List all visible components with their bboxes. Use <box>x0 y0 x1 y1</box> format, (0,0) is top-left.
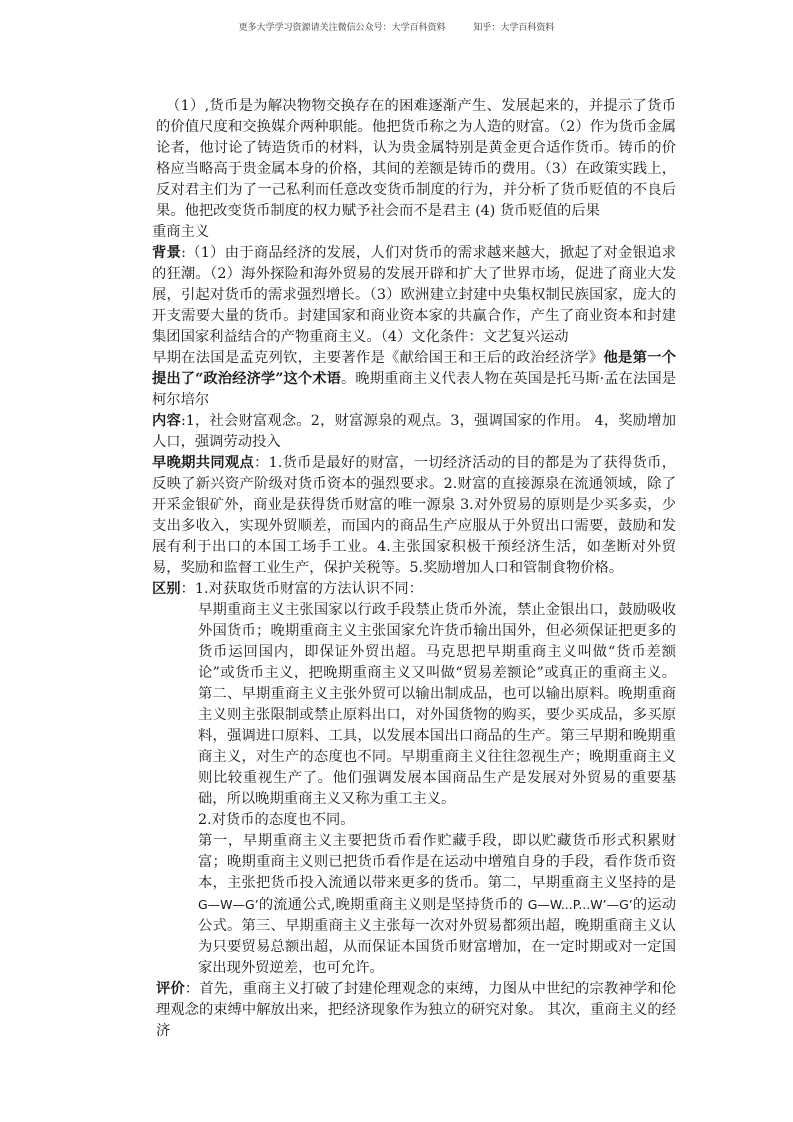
paragraph-background <box>152 243 676 348</box>
paragraph-differences-2: 2.对货币的态度也不同。 <box>198 812 355 828</box>
evaluation-heading: 评价 <box>156 981 185 997</box>
differences-3-text-c: 的运动公式。第三、早期重商主义主张每一次对外贸易都须出超，晚期重商主义认为只要贸易总额出超，从而保证本国货币财富增加，在一定时期或对一定国家出现外贸逆差，也可允许。 <box>198 897 677 976</box>
formula-circulation: G—W—G’ <box>198 897 259 912</box>
page-header <box>0 20 793 33</box>
section-title-mercantilism: 重商主义 <box>152 224 210 240</box>
content-text: :1，社会财富观念。2，财富源泉的观点。3，强调国家的作用。 4，奖励增加人口，强调劳动投入 <box>152 413 677 450</box>
differences-heading: 区别 <box>152 581 181 597</box>
paragraph-money-theory: （1）,货币是为解决物物交换存在的困难逐渐产生、发展起来的，并提示了货币的价值尺度和交换媒介两种职能。他把货币称之为人造的财富。（2）作为货币金属论者，他讨论了铸造货币的材料，认为贵金属特别是黄金更合适作货币。铸币的价格应当略高于贵金属本身的价格，其间的差额是铸币的费用。（3）在政策实践上，反对君主们为了一己私利而任意改变货币制度的行为，并分析了货币贬值的不良后果。他把改变货币制度的权力赋予社会而不是君主 (4) 货币贬值的后果 <box>156 98 676 219</box>
content-heading: 内容 <box>152 413 181 429</box>
paragraph-evaluation <box>156 979 676 1042</box>
differences-3-text-a: 第一，早期重商主义主要把货币看作贮藏手段，即以贮藏货币形式积累财富；晚期重商主义则已把货币看作是在运动中增殖自身的手段，看作货币资本，主张把货币投入流通以带来更多的货币。第二，早期重商主义坚持的是 <box>198 833 676 891</box>
paragraph-differences <box>152 579 676 600</box>
early-text-c: 。晚期重商主义代表人物在英国是托马斯·孟在法国是柯尔培尔 <box>152 371 676 408</box>
paragraph-content <box>152 411 676 453</box>
differences-3-text-b: 的流通公式,晚期重商主义则是坚持货币的 <box>258 897 528 913</box>
header-left-text: 更多大学学习资源请关注微信公众号：大学百科资料 <box>238 23 446 33</box>
background-text: :（1）由于商品经济的发展，人们对货币的需求越来越大，掀起了对金银追求的狂潮。（2）海外探险和海外贸易的发展开辟和扩大了世界市场，促进了商业大发展，引起对货币的需求强烈增长。（3）欧洲建立封建中央集权制民族国家，庞大的开支需要大量的货币。封建国家和商业资本家的共赢合作，产生了商业资本和封建集团国家利益结合的产物重商主义。（4）文化条件：文艺复兴运动 <box>152 245 676 345</box>
paragraph-differences-1: 早期重商主义主张国家以行政手段禁止货币外流，禁止金银出口，鼓励吸收外国货币；晚期重商主义主张国家允许货币输出国外，但必须保证把更多的货币运回国内，即保证外贸出超。马克思把早期重商主义叫做“货币差额论”或货币主义，把晚期重商主义又叫做“贸易差额论”或真正的重商主义。 第二、早期重商主义主张外贸可以输出制成品，也可以输出原料。晚期重商主义则主张限制或禁止原料出口，对外国货物的购买，要少买成品，多买原料，强调进口原料、工具，以发展本国出口商品的生产。第三早期和晚期重商主义，对生产的态度也不同。早期重商主义往往忽视生产；晚期重商主义则比较重视生产了。他们强调发展本国商品生产是发展对外贸易的重要基础，所以晚期重商主义又称为重工主义。 <box>198 602 676 807</box>
paragraph-common-views <box>152 453 676 579</box>
document-body <box>152 96 677 1042</box>
paragraph-differences-3 <box>198 831 676 979</box>
early-text-a: 早期在法国是孟克列钦，主要著作是《献给国王和王后的政治经济学》 <box>152 350 604 366</box>
header-right-text: 知乎：大学百科资料 <box>473 23 555 33</box>
common-views-heading: 早晚期共同观点 <box>152 455 255 471</box>
differences-text: ：1.对获取货币财富的方法认识不同： <box>180 581 423 597</box>
background-heading: 背景 <box>152 245 182 261</box>
paragraph-early-period <box>152 348 676 411</box>
early-text-bold: 他是第一个提出了“政治经济学”这个术语 <box>152 350 677 387</box>
evaluation-text: ：首先，重商主义打破了封建伦理观念的束缚，力图从中世纪的宗教神学和伦理观念的束缚中解放出来，把经济现象作为独立的研究对象。 其次，重商主义的经济 <box>156 981 677 1039</box>
formula-movement: G—W...P...W’—G’ <box>527 897 633 912</box>
common-views-text: ：1.货币是最好的财富，一切经济活动的目的都是为了获得货币，反映了新兴资产阶级对货币资本的强烈要求。2.财富的直接源泉在流通领域，除了开采金银矿外，商业是获得货币财富的唯一源泉 3.对外贸易的原则是少买多卖，少支出多收入，实现外贸顺差，而国内的商品生产应服从于外贸出口需要，鼓励和发展有利于出口的本国工场手工业。4.主张国家积极干预经济生活，如垄断对外贸易，奖励和监督工业生产，保护关税等。5.奖励增加人口和管制食物价格。 <box>152 455 677 576</box>
